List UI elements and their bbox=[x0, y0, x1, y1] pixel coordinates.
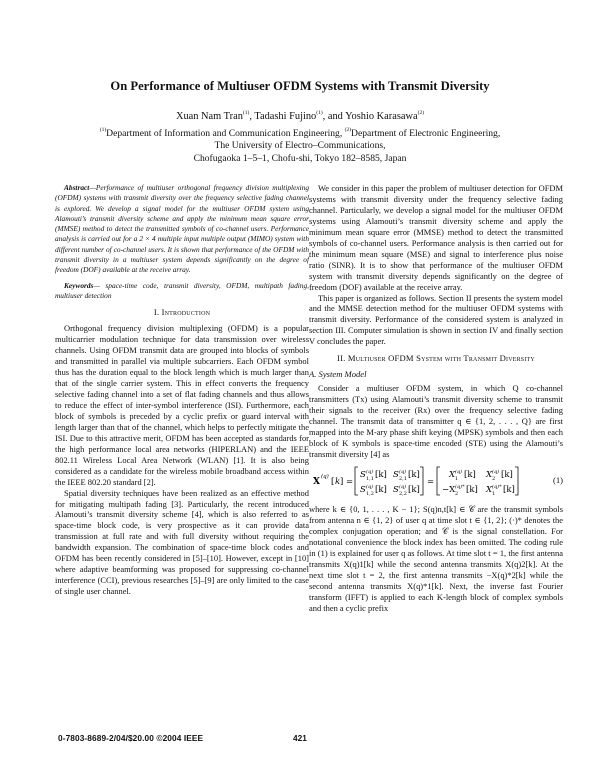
svg-text:(q): (q) bbox=[366, 483, 374, 490]
equation-number: (1) bbox=[552, 474, 563, 485]
svg-text:] =: ] = bbox=[340, 476, 354, 487]
svg-text:[k]: [k] bbox=[464, 469, 476, 480]
svg-text:[k]: [k] bbox=[375, 484, 387, 495]
equation-1 bbox=[309, 463, 563, 499]
svg-text:2: 2 bbox=[455, 490, 459, 497]
svg-text:−X: −X bbox=[442, 484, 456, 495]
abstract-label: Abstract bbox=[64, 183, 90, 192]
section-heading-system: II. Multiuser OFDM System with Transmit Diversity bbox=[337, 353, 535, 364]
equation-lhs: X bbox=[313, 476, 320, 487]
affiliation-mark: (1) bbox=[99, 127, 107, 133]
svg-text:[k]: [k] bbox=[375, 469, 387, 480]
keywords-label: Keywords bbox=[64, 280, 94, 290]
svg-text:[k]: [k] bbox=[466, 484, 478, 495]
svg-text:(q): (q) bbox=[455, 468, 463, 475]
affiliation-mark: (2) bbox=[344, 127, 352, 133]
svg-text:(q)*: (q)* bbox=[455, 483, 465, 490]
svg-text:1: 1 bbox=[492, 490, 496, 497]
svg-text:(q): (q) bbox=[366, 468, 374, 475]
svg-text:X: X bbox=[486, 484, 493, 495]
svg-text:2,2: 2,2 bbox=[399, 490, 407, 497]
author-name: , and Yoshio Karasawa bbox=[322, 111, 418, 122]
svg-text:k: k bbox=[335, 476, 341, 487]
svg-text:[k]: [k] bbox=[501, 469, 513, 480]
svg-text:(q): (q) bbox=[399, 468, 407, 475]
abstract-text: —Performance of multiuser orthogonal frequency division multiplexing (OFDM) systems with transmit diversity over the frequency selective fading channel is explored. We develop a signal model for the multiuser OFDM system using Alamouti’s transmit diversity scheme and apply the minimum mean square error (MMSE) method to detect the transmitted symbols of co-channel users. Performance analysis is carried out for a 2 × 4 multiple input multiple output (MIMO) system with different number of co-channel users. It is shown that performance of the OFDM with transmit diversity in a multiuser system depends significantly on the degree of freedom (DOF) available at the receive array. bbox=[55, 183, 309, 275]
department-2: Department of Electronic Engineering, bbox=[351, 128, 501, 139]
svg-text:(q): (q) bbox=[321, 473, 329, 480]
svg-text:[k]: [k] bbox=[408, 469, 420, 480]
author-name: Xuan Nam Tran bbox=[175, 111, 243, 122]
left-column bbox=[55, 183, 309, 597]
subsection-heading: A. System Model bbox=[309, 369, 367, 380]
author-name: , Tadashi Fujino bbox=[249, 111, 317, 122]
paragraph: We consider in this paper the problem of multiuser detection for OFDM systems with transmit diversity under the frequency selective fading channel. Particularly, we develop a signal model for the multiuser OFDM systems using Alamouti’s transmit diversity scheme and apply the minimum mean square error (MMSE) method to detect the transmitted symbols of co-channel users. Performance analysis is then carried out for the minimum mean square (MSE) and signal to interference plus noise ratio (SINR). It is to show that performance of the multiuser OFDM system with transmit diversity depends significantly on the degree of freedom (DOF) available at the receive array. bbox=[309, 183, 563, 292]
keywords-text: — space-time code, transmit diversity, OFDM, multipath fading, multiuser detection bbox=[55, 280, 309, 300]
svg-text:S: S bbox=[360, 484, 366, 495]
affiliation-mark: (1) bbox=[242, 110, 250, 116]
svg-text:(q): (q) bbox=[492, 468, 500, 475]
abstract bbox=[55, 183, 309, 276]
svg-text:S: S bbox=[393, 469, 399, 480]
department-1: Department of Information and Communication Engineering, bbox=[106, 128, 345, 139]
svg-text:1,1: 1,1 bbox=[366, 475, 374, 482]
paragraph: Consider a multiuser OFDM system, in which Q co-channel transmitters (Tx) using Alamouti’s transmit diversity scheme to transmit their signals to the receiver (Rx) over the frequency selective fading channel. The transmit data of transmitter q ∈ {1, 2, . . . , Q} are first mapped into the M-ary phase shift keying (MPSK) symbols and then each block of K symbols is space-time encoded (STE) using the Alamouti’s transmit diversity [4] as bbox=[309, 383, 563, 459]
paragraph: This paper is organized as follows. Section II presents the system model and the MMSE detection method for the multiuser OFDM systems with transmit diversity. Performance of the considered system is analyzed in section III. Computer simulation is shown in section IV and finally section V concludes the paper. bbox=[309, 292, 563, 347]
keywords bbox=[55, 281, 309, 302]
svg-text:[k]: [k] bbox=[503, 484, 515, 495]
svg-text:1: 1 bbox=[455, 475, 459, 482]
author-line bbox=[0, 110, 600, 122]
paragraph: Spatial diversity techniques have been realized as an effective method for mitigating multipath fading [3]. Particularly, the recent introduced Alamouti’s transmit diversity scheme [4], which is also referred to as space-time block code, is very prospective as it can provide data transmission at full rate and with full diversity without requiring the bandwidth expansion. The combination of space-time block codes and OFDM has been recently considered in [5]–[10]. However, except in [10] where adaptive beamforming was proposed for suppressing co-channel interference (CCI), previous researches [5]–[9] are only limited to the case of single user channel. bbox=[55, 487, 309, 597]
equation-graphic bbox=[309, 463, 563, 499]
svg-text:[: [ bbox=[331, 476, 335, 487]
svg-text:(q): (q) bbox=[399, 483, 407, 490]
paragraph: Orthogonal frequency division multiplexing (OFDM) is a popular multicarrier modulation technique for data transmission over wireless channels. Using OFDM transmit data are grouped into blocks of symbols and transmitted in parallel via multiple subcarriers. Each OFDM symbol thus has the duration equal to the block length which is much larger than that of the single carrier system. This in effect converts the frequency selective fading channel into a set of flat fading channels and thus allows to reduce the effect of inter-symbol interference (ISI). Furthermore, each block of symbols is preceded by a cyclic prefix or guard interval with length larger than that of the channel, which helps to perfectly mitigate the ISI. Due to this attractive merit, OFDM has been accepted as standards for the high performance local area networks (HIPERLAN) and the IEEE 802.11 Wireless Local Area Network (WLAN) [1]. It is also being considered as a candidate for the wireless mobile broadband access within the IEEE 802.20 standard [2]. bbox=[55, 323, 309, 487]
svg-text:1,2: 1,2 bbox=[366, 490, 374, 497]
page-number: 421 bbox=[293, 733, 307, 743]
paper-title: On Performance of Multiuser OFDM Systems with Transmit Diversity bbox=[110, 79, 490, 93]
right-column bbox=[309, 183, 563, 613]
affiliation-mark: (1) bbox=[316, 110, 323, 116]
affiliation-line-1 bbox=[0, 127, 600, 139]
affiliation-mark: (2) bbox=[417, 110, 425, 116]
svg-text:X: X bbox=[486, 469, 493, 480]
svg-text:2: 2 bbox=[492, 475, 496, 482]
svg-text:X: X bbox=[449, 469, 456, 480]
section-heading-introduction: I. Introduction bbox=[153, 307, 211, 318]
svg-text:[k]: [k] bbox=[408, 484, 420, 495]
svg-text:=: = bbox=[427, 476, 435, 487]
paragraph: where k ∈ {0, 1, . . . , K − 1}; S(q)n,t[k] ∈ 𝒞 are the transmit symbols from antenna n ∈ {1, 2} of user q at time slot t ∈ {1, 2}; (·)* denotes the complex conjugation operation; and 𝒞 is the signal constellation. For notational convenience the block index has been omitted. The coding rule in (1) is explained for user q as follows. At time slot t = 1, the first antenna transmits X(q)1[k] while the second antenna transmits X(q)2[k]. At the next time slot t = 2, the first antenna transmits −X(q)*2[k] while the second antenna transmits X(q)*1[k]. Next, the inverse fast Fourier transform (IFFT) is applied to each K-length block of complex symbols and then a cyclic prefix bbox=[309, 503, 563, 613]
copyright-footer: 0-7803-8689-2/04/$20.00 ©2004 IEEE bbox=[58, 733, 204, 743]
address: Chofugaoka 1–5–1, Chofu-shi, Tokyo 182–8585, Japan bbox=[193, 153, 407, 164]
university: The University of Electro–Communications, bbox=[214, 140, 386, 151]
svg-text:2,1: 2,1 bbox=[399, 475, 407, 482]
svg-text:S: S bbox=[393, 484, 399, 495]
svg-text:(q)*: (q)* bbox=[492, 483, 502, 490]
svg-text:S: S bbox=[360, 469, 366, 480]
